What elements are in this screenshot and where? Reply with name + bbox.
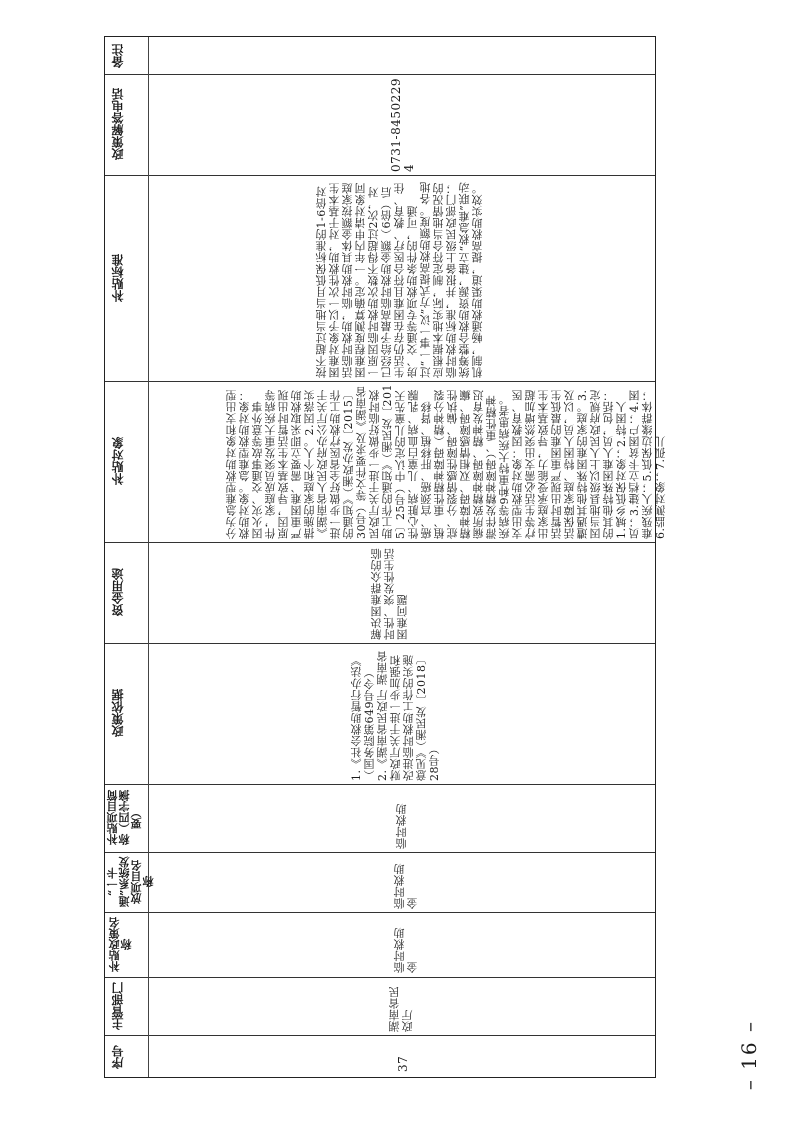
row-divider (105, 784, 655, 785)
cell-use: 解决困难群众的临时性、突发性生活困难问题 (370, 548, 409, 640)
header-dept: 主管部门 (111, 982, 125, 1030)
row-divider (105, 977, 655, 978)
row-divider (105, 175, 655, 176)
header-divider (148, 37, 149, 1077)
page-number: – 16 – (737, 1020, 761, 1091)
cell-seq: 37 (396, 1055, 410, 1072)
row-divider (105, 74, 655, 75)
header-policy-name: 补贴政策名称 (108, 917, 133, 972)
cell-system-name: 临时救助金 (393, 863, 419, 909)
header-use: 资金用途 (111, 568, 125, 617)
header-remark: 备注 (111, 44, 125, 68)
cell-abbr: 临时救助 (395, 803, 408, 849)
cell-policy-name: 临时救助金 (393, 927, 419, 973)
row-divider (105, 912, 655, 913)
row-divider (105, 381, 655, 382)
cell-phone: 0731-84502294 (389, 77, 416, 172)
header-seq: 序号 (111, 1045, 125, 1069)
header-system-name: “一卡通”系统发放项目名称 (106, 856, 155, 908)
header-abbr: 补贴项目简称（四字摘要） (106, 790, 143, 846)
header-standard: 补贴标准 (111, 254, 125, 302)
row-divider (105, 1035, 655, 1036)
row-divider (105, 643, 655, 644)
cell-standard: 按不超过当地当月低保标准的1-6倍对困难对象予以一次性救助，对于基本生活临时救助，临时救助具体金额按家庭困难程度测算确定。一年内申请对象同一原因临时救助次数不得超过2次，对已经给予最高临时救助金额（6倍）后生活仍存在困难且符合医疗、教育、住房、交通等专项救助条件的，可通过“一事一议”方式提高救助额度。各地应根据本地实际，制定符合当地情况的临时救助标准，并报备上级民政部门；统筹整合救助资源，建立“救急难”联动机制，畅通救助渠道，提高救助实效。 (315, 181, 484, 378)
cell-target: 分为急难型救助对象和支出型救助对象。急难型救助对象：因火灾、交通事故等意外事件，家庭成员突发重大疾病等原因，导致基本生活暂时出现严重困难、需要立即采取救助措施的家庭和个人。2.因落实《湖南省人民政府办公厅关于进一步做好全省医疗救助工作的通知》（湘政办发〔2015〕30号）等文件要求及《湖南省民政厅关于进一步做好临时救助工作的通知》（湘民发〔2015〕25号）中认定的儿童先天性心脏病、儿童白血病、乳腺癌、宫颈癌、肝移植、肾移植、重性精神障碍（精神分裂症、分裂情感性障碍、偏执性精神障碍、双相情感障碍、癫痫所致精神障碍、精神发育迟滞伴发精神障碍）、重性精神疾病等9种重特大疾病患者。支出型救助对象：因教育、医疗等生活必需支出突然增加超出家庭承受能力，导致基本生活暂时出现严重困难的最低生活保障家庭、特困人员，以及遭遇其他特殊困难的家庭。3.因当地县级以上人民政府规定的其他特殊困难人员，包括：1.城乡低保对象；2.特困人员；3.建档立卡贫困户；4.困难残疾人；5.低保边缘群体；6.监测对象；7.孤儿 (225, 384, 667, 539)
row-divider (105, 542, 655, 543)
header-target: 补贴对象 (111, 437, 125, 486)
header-basis: 政策依据 (111, 689, 125, 738)
cell-basis: 1.《社会救助暂行办法》（国务院第649号令） 2.《湖南省民政厅 湖南省财政厅关于进一步加强和改进临时救助工作的实施意见》（湘民发〔2018〕28号） (350, 650, 441, 781)
header-phone: 政策解答电话 (111, 88, 125, 161)
row-divider (105, 852, 655, 853)
subsidy-table (104, 36, 667, 1078)
cell-dept: 湖南省民政厅 (388, 986, 414, 1032)
